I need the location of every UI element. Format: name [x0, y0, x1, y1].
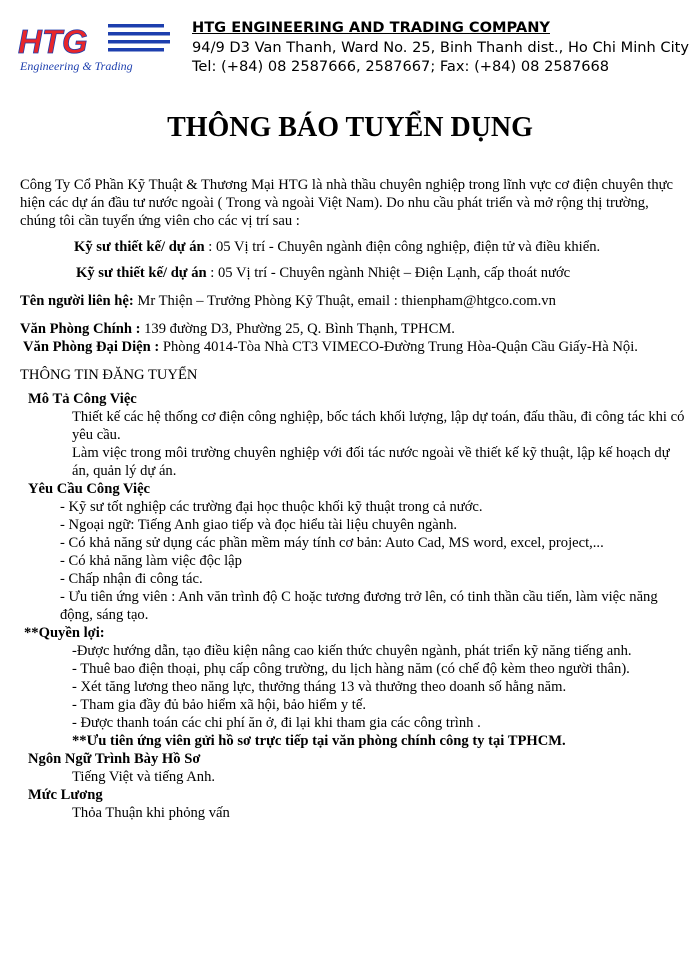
- intro-paragraph: Công Ty Cổ Phần Kỹ Thuật & Thương Mại HTG là nhà thầu chuyên nghiệp trong lĩnh vực cơ điện chuyên thực hiện các dự án đầu tư nước ngoài ( Trong và ngoài Việt Nam). Do nhu cầu phát triển và mở rộng thị trường, chúng tôi cần tuyển ứng viên cho các vị trí sau :: [20, 177, 674, 229]
- contact-person-value: Mr Thiện – Trưởng Phòng Kỹ Thuật, email : thienpham@htgco.com.vn: [133, 293, 556, 309]
- info-heading: THÔNG TIN ĐĂNG TUYỂN: [20, 367, 198, 383]
- job-description-item: Làm việc trong môi trường chuyên nghiệp với đối tác nước ngoài về thiết kế kỹ thuật, lập kế hoạch dự án, quản lý dự án.: [72, 445, 670, 479]
- language-value: Tiếng Việt và tiếng Anh.: [72, 769, 216, 785]
- logo-stripes-icon: [108, 24, 170, 52]
- rep-office-label: Văn Phòng Đại Diện :: [23, 339, 160, 355]
- benefits-heading: **Quyền lợi:: [24, 625, 105, 641]
- position-line: [20, 238, 688, 256]
- page-title: THÔNG BÁO TUYỂN DỤNG: [167, 112, 533, 143]
- salary-value: Thỏa Thuận khi phỏng vấn: [72, 805, 230, 821]
- logo-text: HTG: [18, 23, 88, 60]
- requirement-item: - Ngoại ngữ: Tiếng Anh giao tiếp và đọc hiểu tài liệu chuyên ngành.: [60, 517, 458, 533]
- benefit-item: - Tham gia đầy đủ bảo hiểm xã hội, bảo hiểm y tế.: [72, 697, 366, 713]
- company-address: 94/9 D3 Van Thanh, Ward No. 25, Binh Thanh dist., Ho Chi Minh City: [192, 38, 690, 56]
- notice-body: [20, 176, 688, 822]
- language-heading: Ngôn Ngữ Trình Bày Hồ Sơ: [28, 751, 201, 767]
- position-label: Kỹ sư thiết kế/ dự án: [74, 239, 205, 255]
- rep-office-line: [20, 338, 688, 356]
- company-info: [192, 18, 689, 77]
- salary-heading: Mức Lương: [28, 787, 103, 803]
- main-office-value: 139 đường D3, Phường 25, Q. Bình Thạnh, TPHCM.: [140, 321, 455, 337]
- contact-person-label: Tên người liên hệ:: [20, 293, 134, 309]
- requirements-heading: Yêu Cầu Công Việc: [28, 481, 151, 497]
- job-description-item: Thiết kế các hệ thống cơ điện công nghiệp, bốc tách khối lượng, lập dự toán, đấu thầu, đi công tác khi có yêu cầu.: [72, 409, 685, 443]
- requirement-item: - Ưu tiên ứng viên : Anh văn trình độ C hoặc tương đương trở lên, có tinh thần cầu tiến, làm việc năng động, sáng tạo.: [60, 589, 658, 623]
- requirement-item: - Có khả năng sử dụng các phần mềm máy tính cơ bản: Auto Cad, MS word, excel, project,...: [60, 535, 604, 551]
- benefits-note: **Ưu tiên ứng viên gửi hồ sơ trực tiếp tại văn phòng chính công ty tại TPHCM.: [72, 733, 566, 749]
- requirement-item: - Có khả năng làm việc độc lập: [60, 553, 242, 569]
- benefit-item: - Thuê bao điện thoại, phụ cấp công trường, du lịch hàng năm (có chế độ kèm theo người thân).: [72, 661, 630, 677]
- position-label: Kỹ sư thiết kế/ dự án: [76, 265, 207, 281]
- main-office-label: Văn Phòng Chính :: [20, 321, 141, 337]
- position-detail: : 05 Vị trí - Chuyên ngành điện công nghiệp, điện tử và điều khiển.: [204, 239, 601, 255]
- htg-logo: [16, 20, 176, 75]
- requirement-item: - Kỹ sư tốt nghiệp các trường đại học thuộc khối kỹ thuật trong cả nước.: [60, 499, 483, 515]
- benefit-item: - Được thanh toán các chi phí ăn ở, đi lại khi tham gia các công trình .: [72, 715, 481, 731]
- position-line: [20, 264, 688, 282]
- rep-office-value: Phòng 4014-Tòa Nhà CT3 VIMECO-Đường Trung Hòa-Quận Cầu Giấy-Hà Nội.: [159, 339, 638, 355]
- requirement-item: - Chấp nhận đi công tác.: [60, 571, 203, 587]
- company-contact: Tel: (+84) 08 2587666, 2587667; Fax: (+84) 08 2587668: [192, 58, 610, 75]
- benefit-item: -Được hướng dẫn, tạo điều kiện nâng cao kiến thức chuyên ngành, phát triển kỹ năng tiếng anh.: [72, 643, 632, 659]
- position-detail: : 05 Vị trí - Chuyên ngành Nhiệt – Điện Lạnh, cấp thoát nước: [206, 265, 571, 281]
- company-name: HTG ENGINEERING AND TRADING COMPANY: [192, 19, 550, 36]
- benefit-item: - Xét tăng lương theo năng lực, thưởng tháng 13 và thưởng theo doanh số hằng năm.: [72, 679, 567, 695]
- main-office-line: [20, 320, 688, 338]
- contact-person-line: [20, 292, 688, 310]
- logo-subtitle: Engineering & Trading: [20, 59, 133, 73]
- job-description-heading: Mô Tả Công Việc: [28, 391, 137, 407]
